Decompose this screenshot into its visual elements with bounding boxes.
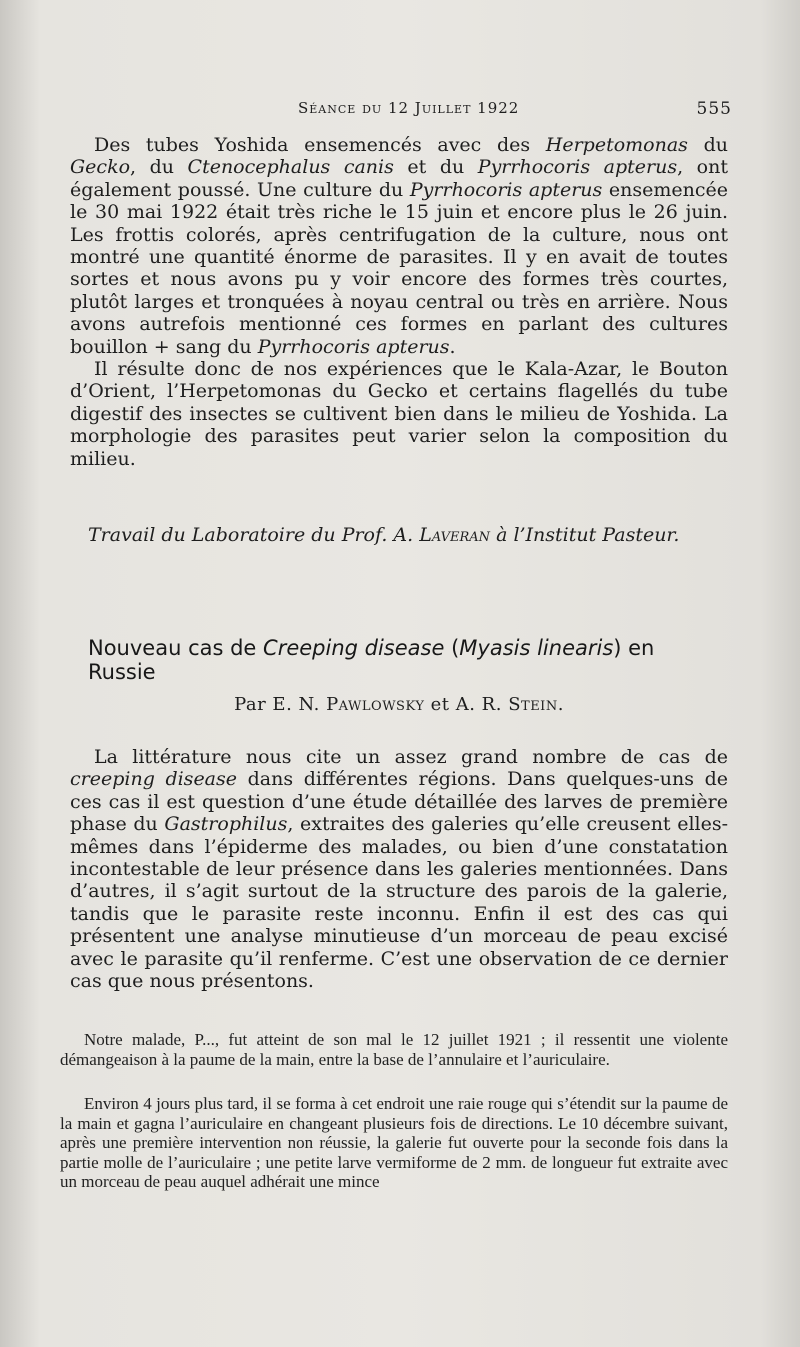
credit-text: Travail du Laboratoire du Prof. A. bbox=[88, 524, 420, 546]
author-name: Pawlowsky bbox=[326, 694, 425, 715]
text-run: du bbox=[687, 134, 728, 156]
authors-text: Par E. N. bbox=[234, 694, 327, 715]
text-run: , du bbox=[130, 156, 188, 179]
authors-text: et A. R. bbox=[424, 694, 509, 715]
section-2-intro bbox=[70, 746, 728, 992]
lab-credit bbox=[88, 524, 728, 546]
text-run: . bbox=[449, 335, 456, 358]
paragraph-literature bbox=[70, 746, 728, 992]
case-report-1 bbox=[60, 1030, 728, 1069]
paragraph-evolution: Environ 4 jours plus tard, il se forma à cet endroit une raie rouge qui s’étendit sur la paume de la main et gagna l’auriculaire en changeant plusieurs fois de directions. Le 10 décembre suivant, après une première intervention non réussie, la galerie fut ouverte pour la seconde fois dans la partie molle de l’auriculaire ; une petite larve vermiforme de 2 mm. de longueur fut extraite avec un morceau de peau auquel adhérait une mince bbox=[60, 1094, 728, 1191]
text-run: et du bbox=[393, 156, 478, 179]
taxon-ctenocephalus: Ctenocephalus canis bbox=[187, 156, 394, 179]
taxon-gastrophilus: Gastrophilus bbox=[164, 813, 288, 836]
taxon-gecko: Gecko bbox=[70, 156, 131, 179]
taxon-pyrrhocoris: Pyrrhocoris apterus bbox=[409, 178, 603, 201]
italic-term: creeping disease bbox=[70, 768, 238, 791]
text-run: , extraites des galeries qu’elle creusent elles-mêmes dans l’épiderme des malades, ou bien d’une constatation incontestable de leur présence dans les galeries mentionnées. Dans d’autres, il s’agit surtout de la structure des parois de la galerie, tandis que le parasite reste inconnu. Enfin il est des cas qui présentent une analyse minutieuse d’un morceau de peau excisé avec le parasite qu’il renferme. C’est une observation de ce dernier cas que nous présentons. bbox=[70, 813, 729, 993]
running-header bbox=[298, 99, 738, 123]
text-run: , ont également poussé. Une culture du bbox=[70, 156, 728, 201]
title-text: Nouveau cas de bbox=[88, 636, 264, 660]
article-authors bbox=[70, 694, 728, 715]
title-text: ) en Russie bbox=[88, 636, 655, 684]
text-run: dans différentes régions. Dans quelques-uns de ces cas il est question d’une étude détaillée des larves de première phase du bbox=[70, 768, 728, 836]
credit-text: à l’Institut Pasteur. bbox=[490, 524, 680, 546]
paragraph-conclusion: Il résulte donc de nos expériences que le Kala-Azar, le Bouton d’Orient, l’Herpetomonas du Gecko et certains flagellés du tube digestif des insectes se cultivent bien dans le milieu de Yoshida. La morphologie des parasites peut varier selon la composition du milieu. bbox=[70, 358, 728, 470]
title-italic: Myasis linearis bbox=[459, 636, 614, 660]
taxon-pyrrhocoris: Pyrrhocoris apterus bbox=[257, 335, 450, 358]
article-title bbox=[88, 636, 728, 684]
text-run: Des tubes Yoshida ensemencés avec des bbox=[94, 134, 546, 156]
paragraph-cultures bbox=[70, 134, 728, 358]
title-text: ( bbox=[444, 636, 460, 660]
title-italic: Creeping disease bbox=[263, 636, 445, 660]
authors-text: . bbox=[557, 694, 564, 715]
text-run: ensemencée le 30 mai 1922 était très riche le 15 juin et encore plus le 26 juin. Les frottis colorés, après centrifugation de la culture, nous ont montré une quantité énorme de parasites. Il y en avait de toutes sortes et nous avons pu y voir encore des formes très courtes, plutôt larges et tronquées à noyau central ou très en arrière. Nous avons autrefois mentionné ces formes en parlant des cultures bouillon + sang du bbox=[70, 178, 729, 358]
paragraph-patient: Notre malade, P..., fut atteint de son mal le 12 juillet 1921 ; il ressentit une violente démangeaison à la paume de la main, entre la base de l’annulaire et l’auriculaire. bbox=[60, 1030, 728, 1069]
text-run: La littérature nous cite un assez grand nombre de cas de bbox=[94, 746, 728, 768]
author-name: Stein bbox=[508, 694, 558, 715]
page-number: 555 bbox=[696, 99, 732, 119]
credit-name: Laveran bbox=[419, 524, 491, 546]
section-1-text bbox=[70, 134, 728, 470]
taxon-herpetomonas: Herpetomonas bbox=[545, 134, 688, 156]
running-title: Séance du 12 Juillet 1922 bbox=[298, 99, 520, 117]
case-report-2 bbox=[60, 1094, 728, 1192]
taxon-pyrrhocoris: Pyrrhocoris apterus bbox=[477, 156, 678, 179]
